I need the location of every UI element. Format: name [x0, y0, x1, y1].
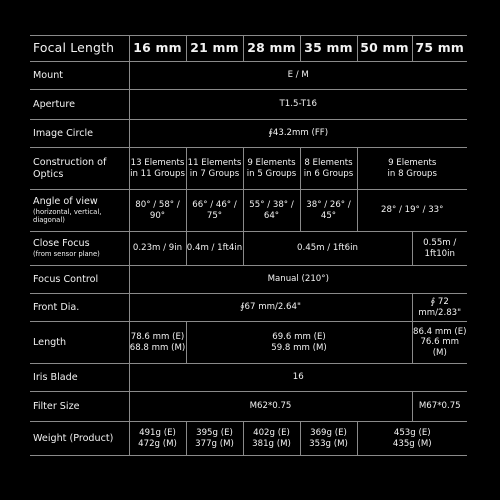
close-focus-21: 0.4m / 1ft4in: [186, 232, 243, 266]
focal-length-21: 21 mm: [186, 36, 243, 62]
length-16: [129, 322, 186, 364]
length-75-m: 76.6 mm (M): [420, 337, 460, 358]
aperture-value: T1.5-T16: [129, 90, 467, 120]
mount-value: E / M: [129, 62, 467, 90]
weight-label: Weight (Product): [30, 422, 129, 456]
weight-16-m: 472g (M): [138, 438, 177, 449]
focus-control-row: [30, 266, 467, 294]
construction-28-elements: 9 Elements: [247, 158, 296, 169]
focal-length-row: [30, 36, 467, 62]
focal-length-label: Focal Length: [30, 36, 129, 62]
length-row: [30, 322, 467, 364]
weight-50-75-m: 435g (M): [392, 438, 432, 449]
weight-16-e: 491g (E): [139, 428, 176, 439]
angle-16: 80° / 58° / 90°: [129, 190, 186, 232]
front-dia-16-50: ∮67 mm/2.64": [129, 294, 412, 322]
lens-spec-table: [30, 35, 467, 456]
focal-length-50: 50 mm: [357, 36, 412, 62]
length-label: Length: [30, 322, 129, 364]
construction-50-75-groups: in 8 Groups: [387, 168, 437, 179]
weight-28-e: 402g (E): [253, 428, 290, 439]
angle-21: 66° / 46° / 75°: [186, 190, 243, 232]
construction-28: [243, 148, 300, 190]
length-21-50-e: 69.6 mm (E): [272, 332, 326, 343]
front-dia-row: [30, 294, 467, 322]
length-21-50: [186, 322, 412, 364]
length-16-m: 68.8 mm (M): [129, 342, 186, 353]
focal-length-75: 75 mm: [412, 36, 467, 62]
construction-50-75-elements: 9 Elements: [388, 158, 437, 169]
close-focus-label: [30, 232, 129, 266]
length-16-e: 78.6 mm (E): [130, 332, 185, 343]
construction-28-groups: in 5 Groups: [246, 168, 297, 179]
filter-size-16-50: M62*0.75: [129, 392, 412, 422]
construction-21-groups: in 7 Groups: [189, 168, 240, 179]
focus-control-label: Focus Control: [30, 266, 129, 294]
angle-of-view-row: [30, 190, 467, 232]
angle-of-view-title: Angle of view: [33, 196, 98, 208]
iris-blade-value: 16: [129, 364, 467, 392]
angle-of-view-label: [30, 190, 129, 232]
close-focus-16: 0.23m / 9in: [129, 232, 186, 266]
angle-of-view-sub2: diagonal): [33, 215, 65, 224]
construction-label-line1: Construction of: [33, 157, 107, 168]
length-75-e: 86.4 mm (E): [413, 327, 467, 338]
construction-21: [186, 148, 243, 190]
mount-row: [30, 62, 467, 90]
close-focus-28-50: 0.45m / 1ft6in: [243, 232, 412, 266]
image-circle-row: [30, 120, 467, 148]
construction-label-line2: Optics: [33, 168, 64, 180]
construction-35: [300, 148, 357, 190]
filter-size-row: [30, 392, 467, 422]
weight-35: [300, 422, 357, 456]
mount-label: Mount: [30, 62, 129, 90]
construction-16: [129, 148, 186, 190]
weight-21-e: 395g (E): [196, 428, 233, 439]
iris-blade-label: Iris Blade: [30, 364, 129, 392]
angle-35: 38° / 26° / 45°: [300, 190, 357, 232]
close-focus-75: 0.55m / 1ft10in: [412, 232, 467, 266]
angle-of-view-sub1: (horizontal, vertical,: [33, 207, 102, 216]
weight-21-m: 377g (M): [195, 438, 234, 449]
filter-size-75: M67*0.75: [412, 392, 467, 422]
focal-length-35: 35 mm: [300, 36, 357, 62]
image-circle-value: ∮43.2mm (FF): [129, 120, 467, 148]
aperture-row: [30, 90, 467, 120]
front-dia-75: ∮ 72 mm/2.83": [412, 294, 467, 322]
focal-length-16: 16 mm: [129, 36, 186, 62]
close-focus-title: Close Focus: [33, 238, 90, 250]
weight-16: [129, 422, 186, 456]
filter-size-label: Filter Size: [30, 392, 129, 422]
weight-35-e: 369g (E): [310, 428, 347, 439]
iris-blade-row: [30, 364, 467, 392]
weight-21: [186, 422, 243, 456]
construction-50-75: [357, 148, 467, 190]
construction-label: [30, 148, 129, 190]
angle-50-75: 28° / 19° / 33°: [357, 190, 467, 232]
construction-row: [30, 148, 467, 190]
focal-length-28: 28 mm: [243, 36, 300, 62]
close-focus-row: [30, 232, 467, 266]
close-focus-sub: (from sensor plane): [33, 249, 100, 258]
aperture-label: Aperture: [30, 90, 129, 120]
image-circle-label: Image Circle: [30, 120, 129, 148]
construction-35-elements: 8 Elements: [304, 158, 353, 169]
weight-28-m: 381g (M): [252, 438, 291, 449]
construction-35-groups: in 6 Groups: [303, 168, 354, 179]
angle-28: 55° / 38° / 64°: [243, 190, 300, 232]
weight-28: [243, 422, 300, 456]
weight-50-75: [357, 422, 467, 456]
focus-control-value: Manual (210°): [129, 266, 467, 294]
construction-16-groups: in 11 Groups: [130, 168, 185, 179]
length-21-50-m: 59.8 mm (M): [271, 342, 327, 353]
weight-row: [30, 422, 467, 456]
construction-16-elements: 13 Elements: [130, 158, 185, 169]
weight-35-m: 353g (M): [309, 438, 348, 449]
weight-50-75-e: 453g (E): [393, 428, 431, 439]
construction-21-elements: 11 Elements: [187, 158, 242, 169]
front-dia-label: Front Dia.: [30, 294, 129, 322]
length-75: [412, 322, 467, 364]
